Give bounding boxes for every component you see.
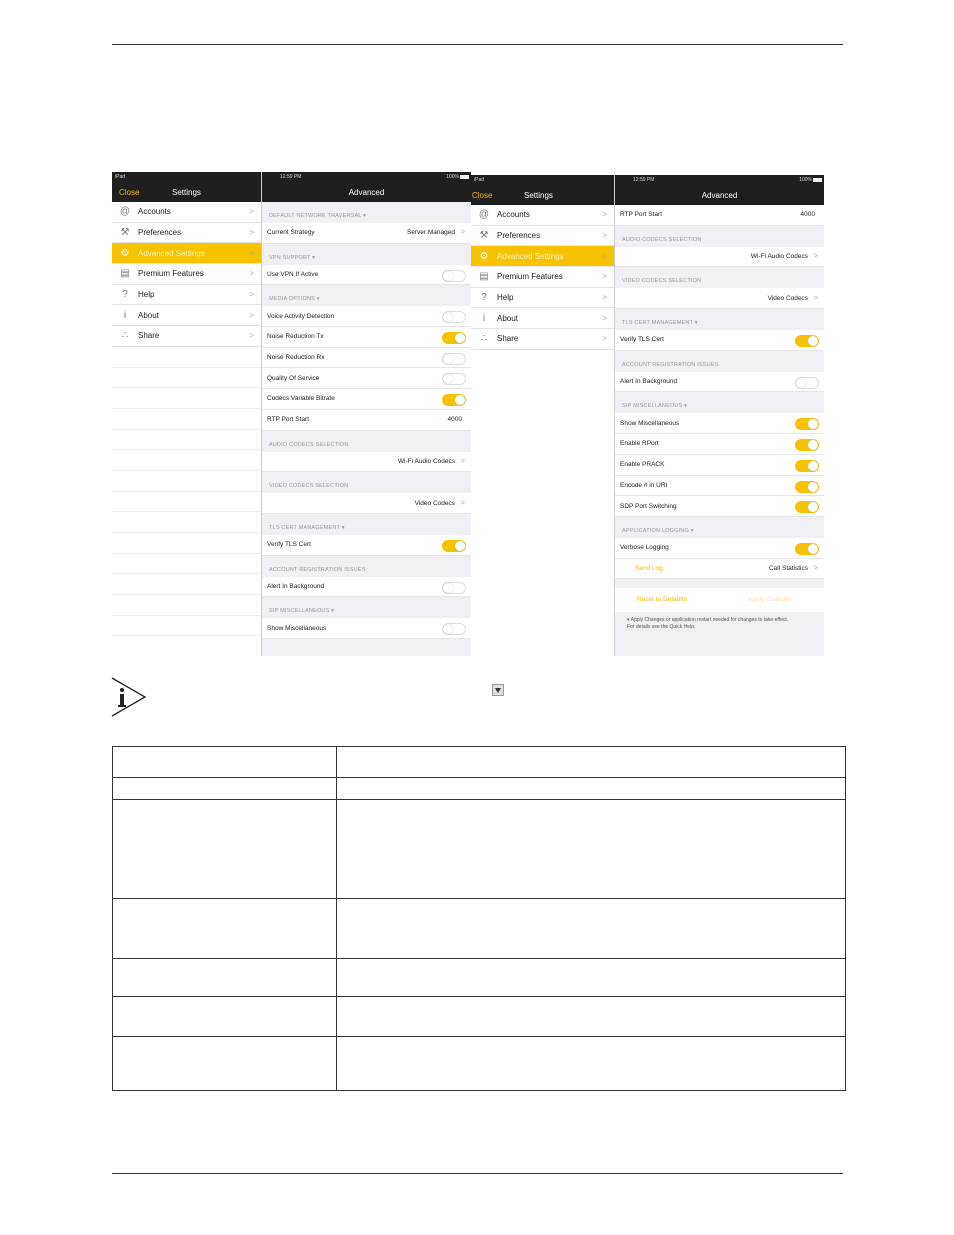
sidebar-empty-row bbox=[112, 512, 261, 533]
sidebar-empty-row bbox=[112, 616, 261, 637]
ipad-screenshot-right bbox=[471, 175, 824, 656]
detail-nav-bar bbox=[615, 175, 824, 205]
table-cell bbox=[337, 899, 846, 959]
chevron-right-icon: > bbox=[249, 290, 254, 300]
cart-icon: ▤ bbox=[479, 271, 489, 283]
chevron-right-icon: > bbox=[249, 331, 254, 341]
section-video-codecs: VIDEO CODECS SELECTION bbox=[269, 483, 349, 490]
row-label: Verbose Logging bbox=[620, 544, 669, 552]
section-sip-misc[interactable]: SIP MISCELLANEOUS ▾ bbox=[269, 608, 335, 615]
sidebar-item-premium-features[interactable] bbox=[471, 267, 614, 288]
row-video-codecs[interactable] bbox=[262, 493, 471, 514]
footer-rule bbox=[112, 1173, 843, 1174]
use-vpn-toggle[interactable] bbox=[442, 270, 466, 282]
chevron-right-icon: > bbox=[602, 231, 607, 241]
footer-buttons bbox=[615, 588, 824, 612]
row-current-strategy[interactable] bbox=[262, 223, 471, 244]
sidebar-item-label: Premium Features bbox=[497, 272, 563, 282]
chevron-right-icon: > bbox=[460, 499, 465, 507]
row-codecs-vbr bbox=[262, 389, 471, 410]
chevron-right-icon: > bbox=[602, 334, 607, 344]
sidebar-item-label: Accounts bbox=[138, 207, 171, 217]
sidebar-empty-row bbox=[112, 409, 261, 430]
table-row bbox=[113, 997, 846, 1037]
section-audio-codecs: AUDIO CODECS SELECTION bbox=[622, 236, 702, 243]
section-video-codecs: VIDEO CODECS SELECTION bbox=[622, 278, 702, 285]
sidebar-empty-row bbox=[112, 533, 261, 554]
row-video-codecs[interactable] bbox=[615, 288, 824, 309]
table-cell bbox=[113, 778, 337, 800]
sidebar-item-share[interactable] bbox=[112, 326, 261, 347]
battery-icon bbox=[460, 175, 469, 179]
table-cell bbox=[337, 747, 846, 778]
detail-title: Advanced bbox=[701, 191, 738, 200]
alert-background-toggle[interactable] bbox=[795, 377, 819, 389]
section-tls-cert[interactable]: TLS CERT MANAGEMENT ▾ bbox=[622, 320, 698, 327]
chevron-right-icon: > bbox=[249, 310, 254, 320]
row-noise-tx bbox=[262, 327, 471, 348]
enable-prack-toggle[interactable] bbox=[795, 460, 819, 472]
row-show-misc bbox=[262, 618, 471, 639]
table-cell bbox=[337, 959, 846, 997]
row-verify-tls bbox=[615, 330, 824, 351]
row-enable-rport bbox=[615, 434, 824, 455]
reset-defaults-button[interactable]: Reset to Defaults bbox=[637, 596, 687, 604]
show-misc-toggle[interactable] bbox=[795, 418, 819, 430]
call-statistics-link[interactable]: Call Statistics bbox=[768, 564, 808, 572]
sidebar-item-about[interactable] bbox=[471, 308, 614, 329]
cart-icon: ▤ bbox=[120, 268, 130, 280]
table-cell bbox=[337, 800, 846, 899]
table-cell bbox=[113, 959, 337, 997]
footnote-line-1: ▾ Apply Changes or application restart needed for changes to take effect. bbox=[627, 617, 789, 624]
sidebar-item-advanced-settings[interactable] bbox=[112, 243, 261, 264]
info-note-icon bbox=[111, 677, 147, 717]
status-device: iPad bbox=[474, 177, 485, 183]
row-label: Voice Activity Detection bbox=[267, 312, 335, 320]
ipad-screenshot-left bbox=[112, 172, 471, 656]
sidebar-item-label: Share bbox=[138, 331, 160, 341]
status-battery-text: 100% bbox=[799, 177, 812, 183]
row-verify-tls bbox=[262, 535, 471, 556]
row-encode-uri bbox=[615, 476, 824, 497]
section-audio-codecs: AUDIO CODECS SELECTION bbox=[269, 441, 349, 448]
row-label: Current Strategy bbox=[267, 229, 315, 237]
row-verbose-logging bbox=[615, 538, 824, 559]
section-account-registration: ACCOUNT REGISTRATION ISSUES bbox=[269, 566, 366, 573]
row-label: RTP Port Start bbox=[267, 416, 310, 424]
encode-uri-toggle[interactable] bbox=[795, 481, 819, 493]
at-icon: @ bbox=[119, 206, 131, 218]
sidebar-item-label: About bbox=[138, 310, 159, 320]
status-battery-text: 100% bbox=[446, 174, 459, 180]
row-label: Alert In Background bbox=[267, 582, 325, 590]
row-rtp-port[interactable] bbox=[262, 410, 471, 431]
row-sdp-port bbox=[615, 496, 824, 517]
qos-toggle[interactable] bbox=[442, 373, 466, 385]
sidebar-empty-row bbox=[112, 430, 261, 451]
table-cell bbox=[113, 747, 337, 778]
sidebar-nav-bar bbox=[112, 172, 261, 202]
table-cell bbox=[337, 1037, 846, 1091]
wrench-icon: ⚒ bbox=[120, 227, 130, 239]
table-row bbox=[113, 800, 846, 899]
alert-background-toggle[interactable] bbox=[442, 582, 466, 594]
sidebar-nav-bar bbox=[471, 175, 614, 205]
section-media-options[interactable]: MEDIA OPTIONS ▾ bbox=[269, 296, 320, 303]
sidebar-empty-row bbox=[112, 554, 261, 575]
chevron-right-icon: > bbox=[813, 294, 818, 302]
sidebar-empty-row bbox=[112, 368, 261, 389]
row-wifi-audio-codecs[interactable] bbox=[262, 452, 471, 473]
sidebar-item-label: Advanced Settings bbox=[497, 251, 564, 261]
table-row bbox=[113, 959, 846, 997]
table-row bbox=[113, 747, 846, 778]
row-value: Wi-Fi Audio Codecs bbox=[397, 457, 455, 465]
battery-icon bbox=[813, 178, 822, 182]
footnote bbox=[615, 612, 824, 631]
sidebar-title: Settings bbox=[524, 191, 553, 200]
codecs-vbr-toggle[interactable] bbox=[442, 394, 466, 406]
row-label: Show Miscellaneous bbox=[267, 624, 327, 632]
sidebar-empty-row bbox=[112, 388, 261, 409]
sidebar-empty-row bbox=[112, 574, 261, 595]
table-cell bbox=[113, 1037, 337, 1091]
close-button[interactable]: Close bbox=[119, 188, 140, 197]
sidebar-item-accounts[interactable] bbox=[471, 205, 614, 226]
table-row bbox=[113, 899, 846, 959]
row-rtp-port[interactable] bbox=[615, 205, 824, 226]
gears-icon: ⚙ bbox=[479, 250, 489, 262]
row-voice-activity bbox=[262, 306, 471, 327]
row-show-misc bbox=[615, 413, 824, 434]
close-button[interactable]: Close bbox=[472, 191, 493, 200]
table-row bbox=[113, 778, 846, 800]
section-sip-misc[interactable]: SIP MISCELLANEOUS ▾ bbox=[622, 403, 688, 410]
chevron-right-icon: > bbox=[813, 253, 818, 261]
chevron-right-icon: > bbox=[813, 564, 818, 572]
sidebar-item-accounts[interactable] bbox=[112, 202, 261, 223]
chevron-right-icon: > bbox=[602, 293, 607, 303]
settings-description-table bbox=[112, 746, 846, 1091]
status-time: 12:59 PM bbox=[280, 174, 302, 180]
row-label: Use VPN If Active bbox=[267, 271, 319, 279]
voice-activity-toggle[interactable] bbox=[442, 311, 466, 323]
row-use-vpn bbox=[262, 265, 471, 286]
row-qos bbox=[262, 368, 471, 389]
chevron-right-icon: > bbox=[460, 229, 465, 237]
table-cell bbox=[113, 997, 337, 1037]
table-row bbox=[113, 1037, 846, 1091]
sidebar-empty-row bbox=[112, 492, 261, 513]
row-label: Enable PRACK bbox=[620, 461, 665, 469]
row-label: Encode # in URI bbox=[620, 481, 668, 489]
chevron-right-icon: > bbox=[249, 228, 254, 238]
section-network-traversal[interactable]: DEFAULT NETWORK TRAVERSAL ▾ bbox=[269, 213, 367, 219]
row-alert-background bbox=[615, 372, 824, 393]
sidebar-item-advanced-settings[interactable] bbox=[471, 246, 614, 267]
detail-nav-bar bbox=[262, 172, 471, 202]
row-label: Noise Reduction Tx bbox=[267, 333, 324, 341]
sidebar-item-about[interactable] bbox=[112, 305, 261, 326]
row-value: Video Codecs bbox=[414, 499, 455, 507]
sidebar-item-label: Help bbox=[138, 290, 155, 300]
sidebar-item-label: About bbox=[497, 313, 518, 323]
info-icon: i bbox=[482, 312, 486, 324]
row-label: RTP Port Start bbox=[620, 211, 663, 219]
help-icon: ? bbox=[122, 289, 128, 301]
table-cell bbox=[337, 778, 846, 800]
row-wifi-audio-codecs[interactable] bbox=[615, 247, 824, 268]
share-icon: ∴ bbox=[480, 333, 488, 345]
row-label: Show Miscellaneous bbox=[620, 419, 680, 427]
row-label: SDP Port Switching bbox=[620, 502, 677, 510]
row-value: Wi-Fi Audio Codecs bbox=[750, 253, 808, 261]
header-rule bbox=[112, 44, 843, 45]
noise-rx-toggle[interactable] bbox=[442, 353, 466, 365]
row-value: Video Codecs bbox=[767, 294, 808, 302]
sidebar-empty-row bbox=[112, 595, 261, 616]
row-label: Noise Reduction Rx bbox=[267, 354, 325, 362]
row-label: Verify TLS Cert bbox=[267, 541, 311, 549]
advanced-detail-pane bbox=[262, 172, 471, 656]
share-icon: ∴ bbox=[121, 330, 129, 342]
row-value: 4000 bbox=[447, 416, 462, 424]
chevron-right-icon: > bbox=[460, 457, 465, 465]
table-cell bbox=[337, 997, 846, 1037]
sidebar-item-share[interactable] bbox=[471, 329, 614, 350]
wrench-icon: ⚒ bbox=[479, 230, 489, 242]
chevron-right-icon: > bbox=[602, 313, 607, 323]
sidebar-item-help[interactable] bbox=[112, 285, 261, 306]
chevron-right-icon: > bbox=[249, 248, 254, 258]
verbose-logging-toggle[interactable] bbox=[795, 543, 819, 555]
sidebar-item-label: Preferences bbox=[138, 228, 182, 238]
section-tls-cert[interactable]: TLS CERT MANAGEMENT ▾ bbox=[269, 524, 345, 531]
expand-triangle-icon bbox=[492, 684, 504, 696]
sidebar-item-label: Accounts bbox=[497, 210, 530, 220]
settings-sidebar bbox=[112, 172, 262, 656]
enable-rport-toggle[interactable] bbox=[795, 439, 819, 451]
row-noise-rx bbox=[262, 348, 471, 369]
status-device: iPad bbox=[115, 174, 126, 180]
send-log-link[interactable]: Send Log bbox=[635, 564, 663, 572]
section-account-registration: ACCOUNT REGISTRATION ISSUES bbox=[622, 361, 719, 368]
row-value: 4000 bbox=[800, 211, 815, 219]
verify-tls-toggle[interactable] bbox=[442, 540, 466, 552]
apply-changes-button[interactable]: Apply Changes bbox=[748, 596, 793, 604]
show-misc-toggle[interactable] bbox=[442, 623, 466, 635]
sidebar-item-label: Help bbox=[497, 293, 514, 303]
chevron-right-icon: > bbox=[249, 207, 254, 217]
sidebar-item-preferences[interactable] bbox=[471, 226, 614, 247]
gears-icon: ⚙ bbox=[120, 247, 130, 259]
row-label: Enable RPort bbox=[620, 440, 659, 448]
row-label: Verify TLS Cert bbox=[620, 336, 664, 344]
chevron-right-icon: > bbox=[249, 269, 254, 279]
advanced-detail-pane bbox=[615, 175, 824, 656]
sidebar-empty-row bbox=[112, 347, 261, 368]
row-label: Codecs Variable Bitrate bbox=[267, 395, 335, 403]
row-enable-prack bbox=[615, 455, 824, 476]
footnote-line-2: For details see the Quick Help. bbox=[627, 624, 696, 631]
section-vpn[interactable]: VPN SUPPORT ▾ bbox=[269, 254, 316, 261]
row-alert-background bbox=[262, 577, 471, 598]
row-label: Quality Of Service bbox=[267, 374, 320, 382]
sidebar-item-label: Premium Features bbox=[138, 269, 204, 279]
chevron-right-icon: > bbox=[602, 210, 607, 220]
help-icon: ? bbox=[481, 292, 487, 304]
chevron-right-icon: > bbox=[602, 251, 607, 261]
table-cell bbox=[113, 899, 337, 959]
sdp-port-toggle[interactable] bbox=[795, 501, 819, 513]
status-time: 12:59 PM bbox=[633, 177, 655, 183]
info-icon: i bbox=[123, 309, 127, 321]
noise-tx-toggle[interactable] bbox=[442, 332, 466, 344]
row-send-log[interactable] bbox=[615, 559, 824, 580]
verify-tls-toggle[interactable] bbox=[795, 335, 819, 347]
sidebar-item-label: Share bbox=[497, 334, 519, 344]
sidebar-empty-row bbox=[112, 471, 261, 492]
sidebar-title: Settings bbox=[172, 188, 201, 197]
sidebar-item-label: Advanced Settings bbox=[138, 248, 205, 258]
section-app-logging[interactable]: APPLICATION LOGGING ▾ bbox=[622, 527, 694, 534]
at-icon: @ bbox=[478, 209, 490, 221]
settings-sidebar bbox=[471, 175, 615, 656]
table-cell bbox=[113, 800, 337, 899]
sidebar-empty-row bbox=[112, 450, 261, 471]
sidebar-item-label: Preferences bbox=[497, 231, 541, 241]
detail-title: Advanced bbox=[348, 188, 385, 197]
sidebar-item-help[interactable] bbox=[471, 288, 614, 309]
sidebar-item-preferences[interactable] bbox=[112, 223, 261, 244]
row-value: Server Managed bbox=[406, 229, 455, 237]
row-label: Alert In Background bbox=[620, 378, 678, 386]
sidebar-item-premium-features[interactable] bbox=[112, 264, 261, 285]
chevron-right-icon: > bbox=[602, 272, 607, 282]
